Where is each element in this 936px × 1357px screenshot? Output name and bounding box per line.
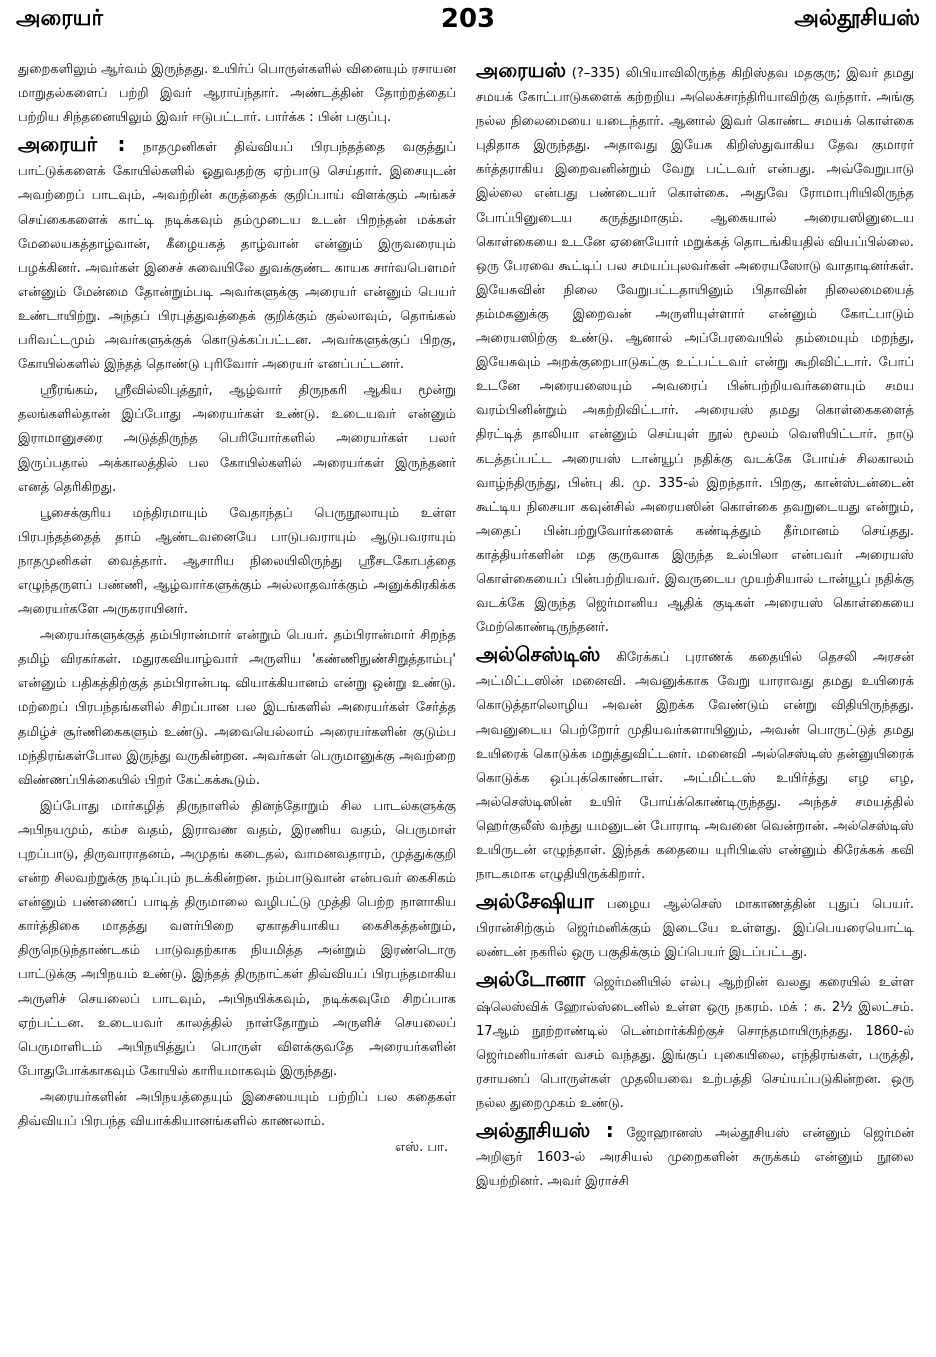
left-column <box>18 58 456 1348</box>
paragraph <box>476 58 914 640</box>
paragraph <box>18 132 456 377</box>
paragraph <box>476 967 914 1116</box>
author-signature <box>18 1136 456 1160</box>
paragraph <box>18 379 456 499</box>
paragraph-text: அரையர்களின் அபிநயத்தையும் இசையையும் பற்றிப் பல கதைகள் திவ்வியப் பிரபந்த வியாக்கியானங்களில் காணலாம். <box>18 1089 456 1130</box>
paragraph-text: அரையர்களுக்குத் தம்பிரான்மார் என்றும் பெயர். தம்பிரான்மார் சிறந்த தமிழ் விரகர்கள். மதுரகவியாழ்வார் அருளிய 'கண்ணிநுண்சிறுத்தாம்பு' என்னும் பதிகத்திற்குத் தம்பிரான்படி வியாக்கியானம் என்று ஒன்று உண்டு. மற்றைப் பிரபந்தங்களில் சிறப்பான பல இடங்களில் அரையர்கள் சேர்த்த தமிழ்ச் சூர்ணிகைகளும் உண்டு. அவையெல்லாம் அரையர்களின் குடும்ப மந்திரங்கள்போல இருந்து வருகின்றன. அவர்கள் பெருமானுக்கு அவற்றை விண்ணப்பிக்கையில் பிறர் கேட்கக்கூடும். <box>18 628 456 788</box>
paragraph-text: ஜெர்மனியில் எல்பு ஆற்றின் வலது கரையில் உள்ள ஷ்லெஸ்விக் ஹோல்ஸ்டைனில் உள்ள ஒரு நகரம். மக் : சு. 2½ இலட்சம். 17ஆம் நூற்றாண்டில் டென்மார்க்கிற்குச் சொந்தமாயிருந்தது. 1860-ல் ஜெர்மனியர்கள் வசம் வந்தது. இங்குப் புகையிலை, எந்திரங்கள், பருத்தி, ரசாயனப் பொருள்கள் முதலியவை உற்பத்தி செய்யப்படுகின்றன. ஒரு நல்ல துறைமுகம் உண்டு. <box>476 975 914 1111</box>
paragraph <box>18 795 456 1084</box>
paragraph-text: பூசைக்குரிய மந்திரமாயும் வேதாந்தப் பெருநூலாயும் உள்ள பிரபந்தத்தைத் தாம் ஆண்டவனையே பாடுபவராயும் ஆடுபவராயும் நாதமுனிகள் வைத்தார். ஆசாரிய நிலையிலிருந்து ஸ்ரீசடகோபத்தை எழுந்தருளப் பண்ணி, ஆழ்வார்களுக்கும் அல்லாதவர்க்கும் அனுக்கிரகிக்க அரையர்களே அருகராயினர். <box>18 505 456 618</box>
paragraph-text: நாதமுனிகள் திவ்வியப் பிரபந்தத்தை வகுத்துப் பாட்டுக்களைக் கோயில்களில் ஓதுவதற்கு ஏற்பாடு செய்தார். இசையுடன் அவற்றைப் பாடவும், அவற்றின் கருத்தைக் குறிப்பாய் விளக்கும் அங்கச் செய்கைகளைக் காட்டி நடிக்கவும் தம்முடைய உடன் பிறந்தன் மக்கள் மேலையகத்தாழ்வான், கீழையகத் தாழ்வான் என்னும் இருவரையும் பழக்கினர். அவர்கள் இசைச் சுவையிலே துவக்குண்ட காயக சார்வபௌமர் என்னும் மேன்மை தோன்றும்படி அவர்களுக்கு அரையர் என்னும் பெயர் உண்டாயிற்று. அந்தப் பிரபுத்துவத்தைக் குறிக்கும் குல்லாவும், தொங்கல் பரிவட்டமும் அவர்களுக்குக் கொடுக்கப்பட்டன. அவர்களுக்குப் பிறகு, கோயில்களில் இந்தத் தொண்டு புரிவோர் அரையர் எனப்பட்டனர். <box>18 140 456 373</box>
entry-headword: அரையஸ் <box>476 58 567 82</box>
paragraph <box>476 1118 914 1194</box>
paragraph-text: கிரேக்கப் புராணக் கதையில் தெசலி அரசன் அட்மிட்டஸின் மனைவி. அவனுக்காக வேறு யாராவது தமது உயிரைக் கொடுத்தாலொழிய அவன் இறக்க வேண்டும் என்று விதியிருந்தது. அவனுடைய பெற்றோர் முதியவர்களாயினும், அவன் பொருட்டுத் தமது உயிரைக் கொடுக்க மறுத்துவிட்டனர். மனைவி அல்செஸ்டிஸ் தன்னுயிரைக் கொடுக்க ஒப்புக்கொண்டாள். அட்மிட்டஸ் உயிர்த்து எழ எழ, அல்செஸ்டிஸின் உயிர் போய்க்கொண்டிருந்தது. அந்தச் சமயத்தில் ஹெர்குலீஸ் வந்து யமனுடன் போராடி அவனை வென்றான். அல்செஸ்டிஸ் உயிருடன் எழுந்தாள். இந்தக் கதையை யுரிபிடீஸ் என்னும் கிரேக்கக் கவி நாடகமாக எழுதியிருக்கிறார். <box>476 650 914 883</box>
paragraph <box>18 58 456 130</box>
paragraph-text: ஸ்ரீரங்கம், ஸ்ரீவில்லிபுத்தூர், ஆழ்வார் திருநகரி ஆகிய மூன்று தலங்களில்தான் இப்போது அரையர்கள் உண்டு. உடையவர் என்னும் இராமானுசரை அடுத்திருந்த பெரியோர்களில் அரையர்கள் பலர் இருப்பதால் அக்காலத்தில் பல கோயில்களில் அரையர்கள் இருந்தனர் எனத் தெரிகிறது. <box>18 383 456 495</box>
paragraph <box>18 624 456 793</box>
header-right-guideword: அல்தூசியஸ் <box>794 6 920 31</box>
paragraph-text: ஜோஹானஸ் அல்தூசியஸ் என்னும் ஜெர்மன் அறிஞர் 1603-ல் அரசியல் முறைகளின் சுருக்கம் என்னும் நூலை இயற்றினர். அவர் இராச்சி <box>476 1126 914 1190</box>
entry-headword: அல்டோனா <box>476 967 586 992</box>
entry-headword: அல்தூசியஸ் : <box>476 1118 614 1143</box>
paragraph-text: பழைய ஆல்செஸ் மாகாணத்தின் புதுப் பெயர். பிரான்சிற்கும் ஜெர்மனிக்கும் இடையே உள்ளது. இப்பெயரையொட்டி லண்டன் நகரில் ஒரு பகுதிக்கும் இப்பெயர் இடப்பட்டது. <box>476 897 914 961</box>
right-column <box>476 58 914 1348</box>
page-number: 203 <box>440 4 496 34</box>
paragraph <box>18 502 456 622</box>
page-header <box>16 4 920 38</box>
paragraph-text: துறைகளிலும் ஆர்வம் இருந்தது. உயிர்ப் பொருள்களில் வினையும் ரசாயன மாறுதல்களைப் பற்றி இவர் ஆராய்ந்தார். அண்டத்தின் தோற்றத்தைப் பற்றிய சிந்தனையிலும் இவர் ஈடுபட்டார். பார்க்க : பின் பகுப்பு. <box>18 62 456 126</box>
paragraph-text: எஸ். பா. <box>395 1140 448 1156</box>
paragraph <box>476 889 914 965</box>
header-left-guideword: அரையர் <box>16 6 103 31</box>
entry-headword: அல்செஸ்டிஸ் <box>476 642 601 667</box>
paragraph-text: (?–335) லிபியாவிலிருந்த கிறிஸ்தவ மதகுரு; இவர் தமது சமயக் கோட்பாடுகளைக் கற்றறிய அலெக்சாந்திரியாவிற்கு வந்தார். அங்கு நல்ல நிலைமையை யடைந்தார். ஆனால் இவர் கொண்ட சமயக் கொள்கை புதிதாக இருந்தது. அதாவது இயேசு கிறிஸ்துவாகிய தேவ குமாரர் கர்த்தராகிய இறைவனின்றும் வேறு பட்டவர் என்பது. அவ்வேறுபாடு இல்லை என்பது பண்டையர் கொள்கை. அதுவே ரோமாபுரியிலிருந்த போப்பினுடைய கருத்துமாகும். ஆகையால் அரையஸினுடைய கொள்கையை உடனே ஏனையோர் மறுக்கத் தொடங்கியதில் வியப்பில்லை. ஒரு பேரவை கூட்டிப் பல சமயப்புலவர்கள் அரையஸோடு வாதாடினர்கள். இயேசுவின் நிலை வேறுபட்டதாயினும் பிதாவின் நிலைமையைத் தம்மகனுக்கு இறைவன் அருளியுள்ளார் என்னும் கோட்பாடும் அரையஸிற்கு உண்டு. ஆனால் அப்பேரவையில் தம்மையும் மறந்து, இயேசுவும் அறக்குறைபாடுகட்கு உட்பட்டவர் என்று கூறிவிட்டார். போப் உடனே அரையஸையும் அவரைப் பின்பற்றியவர்களையும் சமய வரம்பினின்றும் அகற்றிவிட்டார். அரையஸ் தமது கொள்கைகளைத் திரட்டித் தாலியா என்னும் செய்யுள் நூல் மூலம் வெளியிட்டார். நாடு கடத்தப்பட்ட அரையஸ் டான்யூப் நதிக்கு வடக்கே போய்ச் சிலகாலம் வாழ்ந்திருந்து, பின்பு கி. மு. 335-ல் இறந்தார். பிறகு, கான்ஸ்டன்டைன் கூட்டிய நிசையா கவுன்சில் அரையஸின் கொள்கை தவறுடையது என்றும், அதைப் பின்பற்றுவோர்களைக் கண்டித்தும் தீர்மானம் செய்தது. காத்தியர்களின் மத குருவாக இருந்த உல்பிலா என்பவர் அரையஸ் கொள்கையைப் பின்பற்றியவர். இவருடைய முயற்சியால் டான்யூப் நதிக்கு வடக்கே இருந்த ஜெர்மானிய ஆதிக் குடிகள் அரையஸ் கொள்கையை மேற்கொண்டிருந்தனர். <box>476 66 914 636</box>
entry-headword: அரையர் : <box>18 132 126 157</box>
paragraph-text: இப்போது மார்கழித் திருநாளில் தினந்தோறும் சில பாடல்களுக்கு அபிநயமும், கம்ச வதம், இராவண வதம், இரணிய வதம், பெருமாள் புறப்பாடு, திருவாராதனம், அமுதங் கடைதல், வாமனவதாரம், முத்துக்குறி என்ற சிலவற்றுக்கு நடிப்பும் நடக்கின்றன. நம்பாடுவான் என்பவர் கைசிகம் என்னும் பண்ணைப் பாடித் திருமாலை வழிபட்டு முத்தி பெற்ற நாளாகிய கார்த்திகை மாதத்து வளர்பிறை ஏகாதசியாகிய கைசிகத்தன்றும், திருநெடுந்தாண்டகம் பாடுவதற்காக நியமித்த அன்றும் இரண்டொரு பாட்டுக்கு அபிநயம் உண்டு. இந்தத் திருநாட்கள் திவ்வியப் பிரபந்தமாகிய அருளிச் செயலைப் பாடவும், அபிநயிக்கவும், நடிக்கவுமே சிறப்பாக ஏற்பட்டன. உடையவர் காலத்தில் நாள்தோறும் அருளிச் செயலைப் பெருமாளிடம் அபிநயித்துப் பொருள் விளக்குவதே அரையர்களின் போதுபோக்காகவும் கோயில் காரியமாகவும் இருந்தது. <box>18 798 456 1079</box>
paragraph <box>18 1086 456 1134</box>
entry-headword: அல்சேஷியா <box>476 889 594 914</box>
paragraph <box>476 642 914 887</box>
